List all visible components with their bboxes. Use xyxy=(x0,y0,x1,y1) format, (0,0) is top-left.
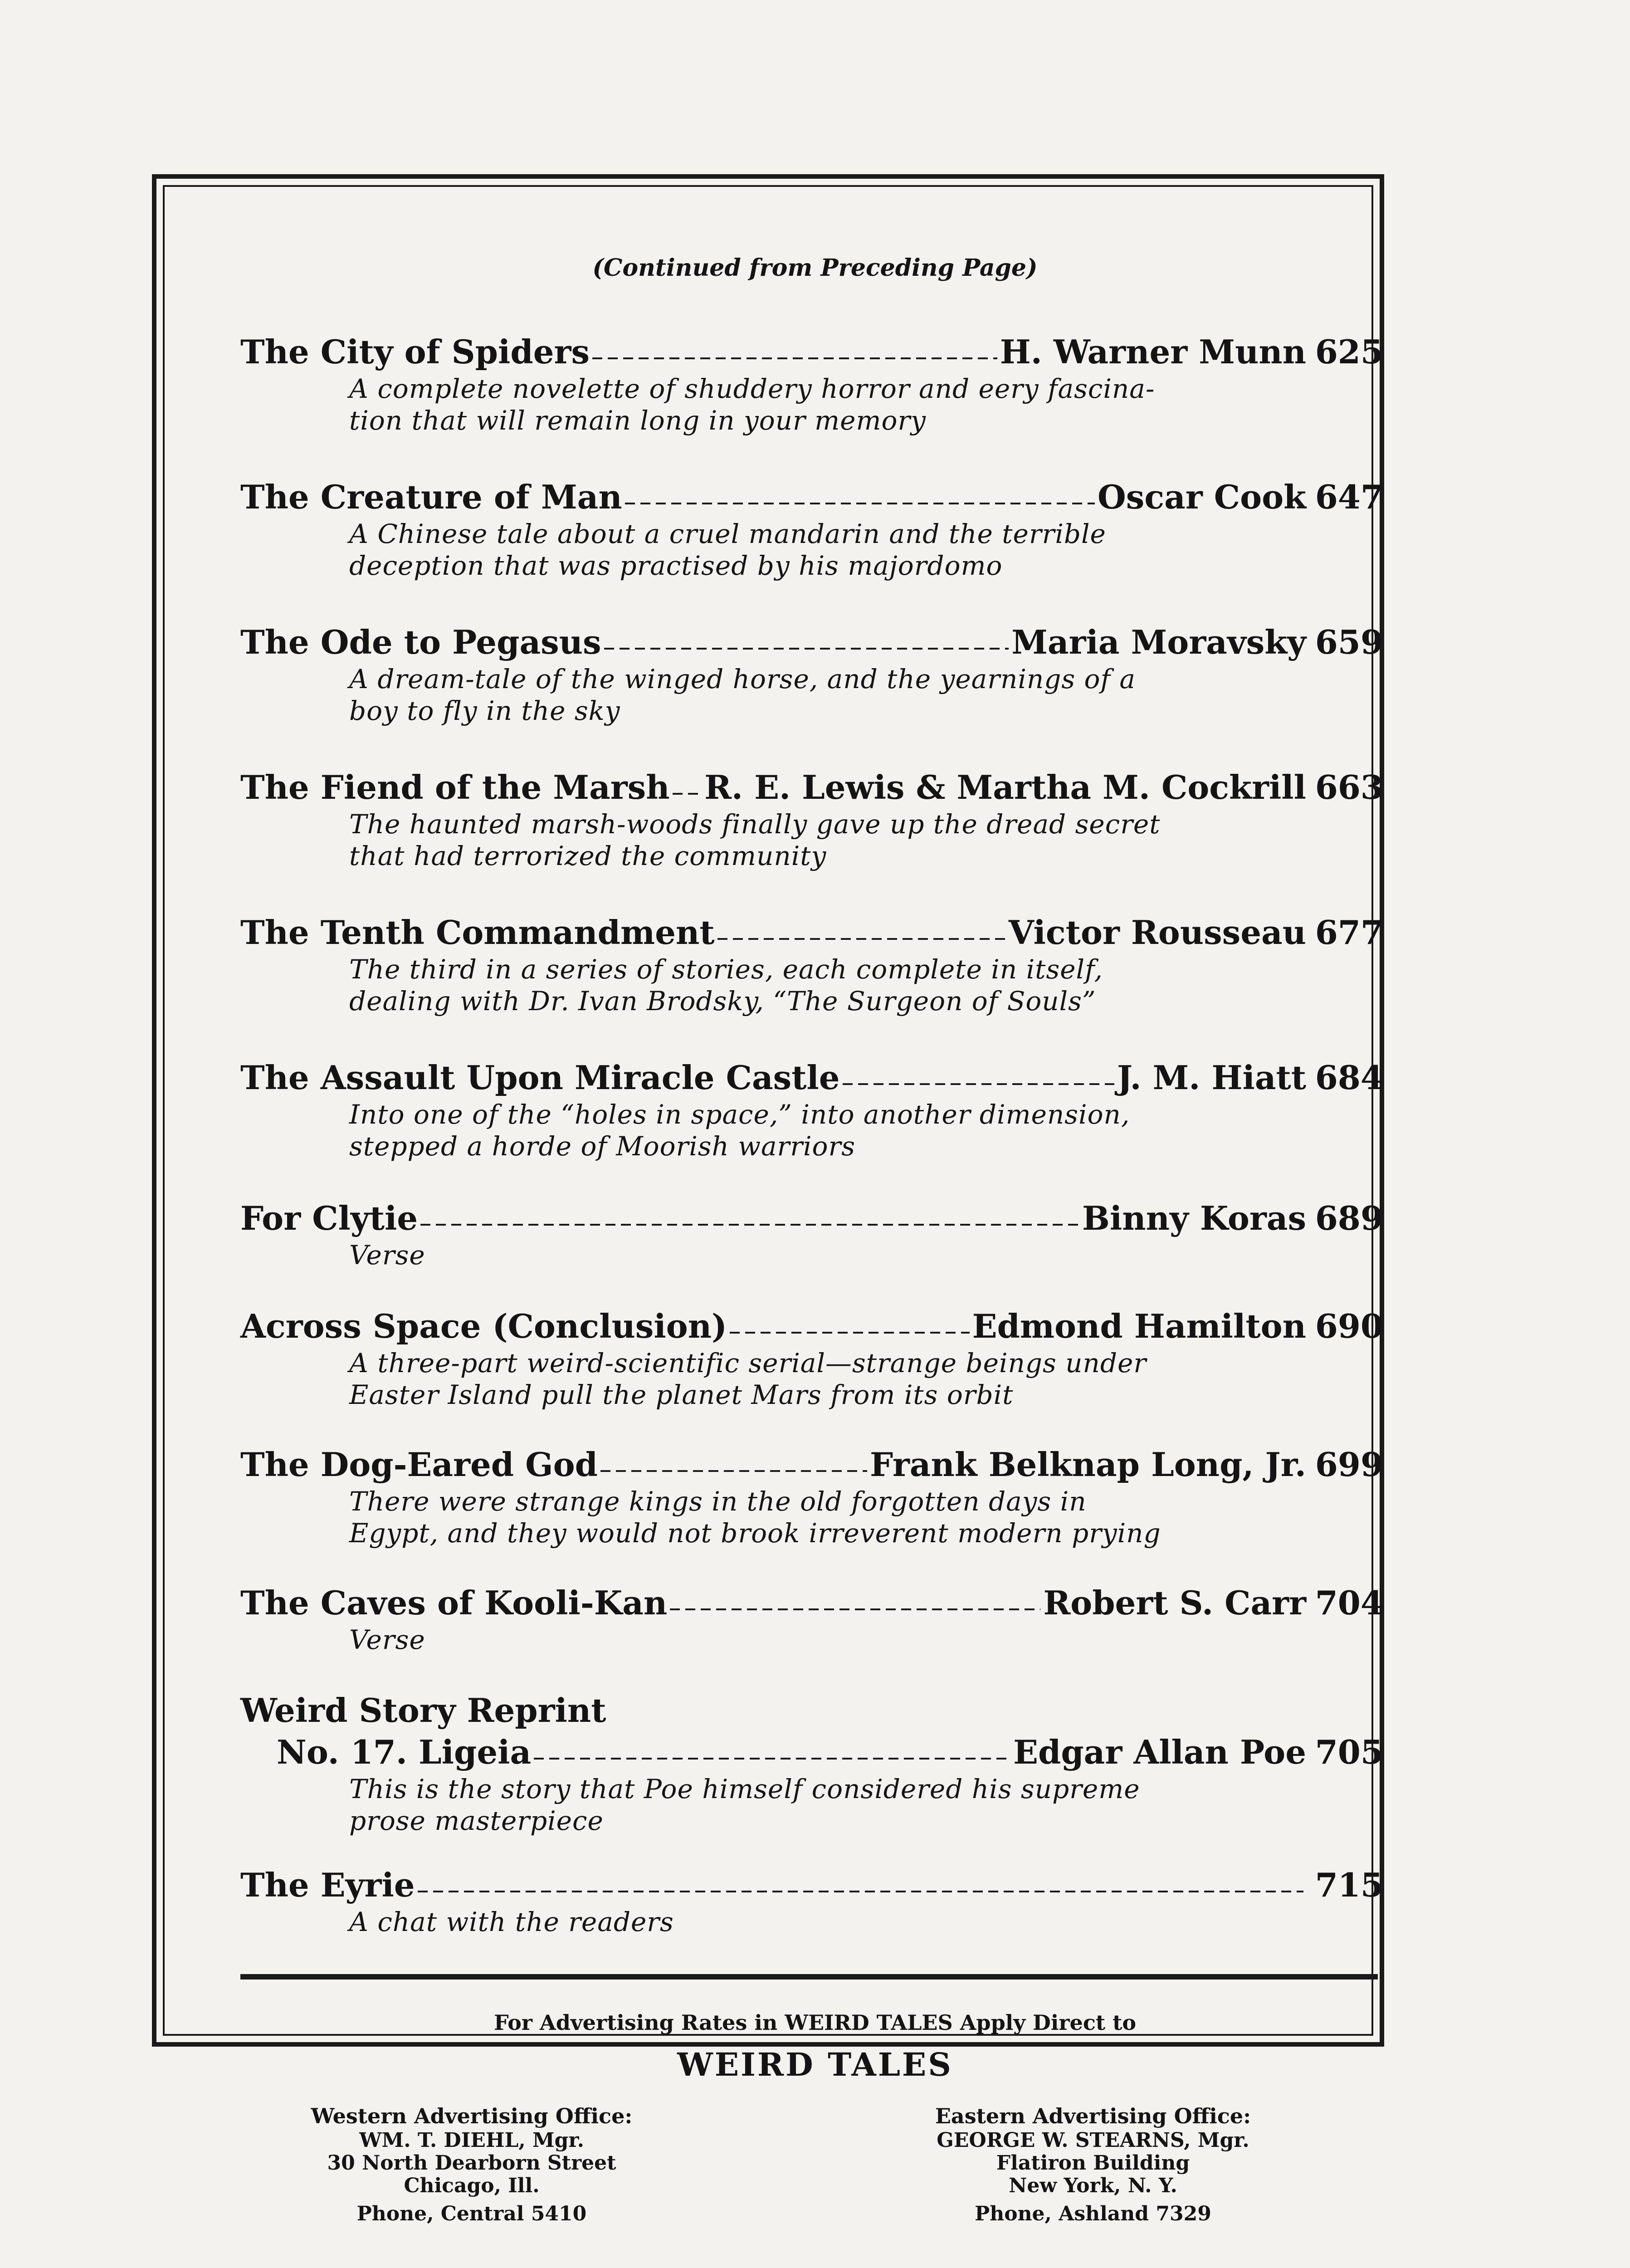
story-author: Victor Rousseau xyxy=(1008,913,1306,952)
office-city: New York, N. Y. xyxy=(1009,2174,1177,2197)
story-title: The Ode to Pegasus xyxy=(240,623,601,661)
story-title: No. 17. Ligeia xyxy=(277,1733,532,1771)
page-number: 677 xyxy=(1315,913,1383,952)
page-number: 625 xyxy=(1315,332,1383,371)
dot-leader xyxy=(592,357,997,359)
dot-leader xyxy=(418,1891,1303,1892)
toc-entry xyxy=(240,476,1383,582)
office-manager: GEORGE W. STEARNS, Mgr. xyxy=(937,2129,1249,2152)
dot-leader xyxy=(600,1470,867,1472)
story-description: A dream-tale of the winged horse, and the yearnings of a boy to fly in the sky xyxy=(349,664,1136,726)
story-title: The Tenth Commandment xyxy=(240,913,715,952)
page-number: 699 xyxy=(1315,1445,1383,1484)
story-description: A three-part weird-scientific serial—strange beings under Easter Island pull the planet Mars from its orbit xyxy=(349,1348,1147,1410)
office-phone: Phone, Ashland 7329 xyxy=(975,2202,1211,2225)
story-description: There were strange kings in the old forgotten days in Egypt, and they would not brook irreverent modern prying xyxy=(349,1486,1161,1549)
toc-entry xyxy=(240,1444,1383,1549)
office-heading: Eastern Advertising Office: xyxy=(935,2104,1251,2128)
story-description: Into one of the “holes in space,” into another dimension, stepped a horde of Moorish warriors xyxy=(349,1099,1130,1162)
advertising-line: For Advertising Rates in WEIRD TALES Apply Direct to xyxy=(493,2010,1137,2035)
dot-leader xyxy=(717,938,1006,940)
story-title: The Assault Upon Miracle Castle xyxy=(240,1058,840,1097)
dot-leader xyxy=(625,503,1095,504)
office-address: 30 North Dearborn Street xyxy=(327,2151,616,2175)
toc-entry xyxy=(240,621,1383,727)
story-author: H. Warner Munn xyxy=(1000,332,1306,371)
section-rule xyxy=(240,1974,1378,1980)
story-author: Maria Moravsky xyxy=(1011,623,1306,661)
reprint-entry xyxy=(240,1690,1383,1837)
office-address: Flatiron Building xyxy=(996,2151,1190,2175)
story-title: The Fiend of the Marsh xyxy=(240,768,670,807)
office-city: Chicago, Ill. xyxy=(404,2174,540,2197)
office-heading: Western Advertising Office: xyxy=(311,2104,633,2128)
page-number: 659 xyxy=(1315,623,1383,661)
story-title: Across Space (Conclusion) xyxy=(240,1307,727,1345)
western-office xyxy=(245,2105,698,2225)
story-author: R. E. Lewis & Martha M. Cockrill xyxy=(704,768,1306,807)
dot-leader xyxy=(670,1608,1040,1610)
reprint-heading: Weird Story Reprint xyxy=(240,1691,606,1730)
office-manager: WM. T. DIEHL, Mgr. xyxy=(359,2129,584,2152)
page-number: 690 xyxy=(1315,1307,1383,1345)
story-title: The Creature of Man xyxy=(240,478,622,516)
story-author: Robert S. Carr xyxy=(1043,1584,1306,1622)
publication-name: WEIRD TALES xyxy=(677,2046,953,2083)
story-title: The City of Spiders xyxy=(240,332,590,371)
story-description: A chat with the readers xyxy=(349,1906,674,1937)
story-author: Oscar Cook xyxy=(1098,478,1306,516)
story-title: The Dog-Eared God xyxy=(240,1445,598,1484)
toc-entry xyxy=(240,1582,1383,1656)
dot-leader xyxy=(730,1332,970,1334)
story-author: Edgar Allan Poe xyxy=(1013,1733,1306,1771)
story-author: Frank Belknap Long, Jr. xyxy=(870,1445,1306,1484)
page-number: 705 xyxy=(1315,1733,1383,1771)
story-description: This is the story that Poe himself considered his supreme prose masterpiece xyxy=(349,1774,1140,1836)
dot-leader xyxy=(420,1224,1079,1226)
toc-entry xyxy=(240,331,1383,436)
page-number: 704 xyxy=(1315,1584,1383,1622)
toc-entry xyxy=(240,1305,1383,1411)
story-description: A complete novelette of shuddery horror and eery fascina- tion that will remain long in your memory xyxy=(349,373,1155,436)
toc-entry xyxy=(240,767,1383,872)
page-number: 715 xyxy=(1315,1866,1383,1904)
eastern-office xyxy=(866,2105,1320,2225)
story-description: Verse xyxy=(349,1624,425,1655)
page-number: 647 xyxy=(1315,478,1383,516)
dot-leader xyxy=(673,793,702,795)
page-number: 684 xyxy=(1315,1058,1383,1097)
story-title: For Clytie xyxy=(240,1199,418,1237)
page-number: 689 xyxy=(1315,1199,1383,1237)
toc-entry xyxy=(240,1864,1383,1938)
story-title: The Eyrie xyxy=(240,1866,415,1904)
toc-entry xyxy=(240,912,1383,1017)
office-phone: Phone, Central 5410 xyxy=(356,2202,587,2225)
story-author: J. M. Hiatt xyxy=(1117,1058,1306,1097)
story-author: Edmond Hamilton xyxy=(972,1307,1306,1345)
story-description: Verse xyxy=(349,1240,425,1271)
story-description: The haunted marsh-woods finally gave up the dread secret that had terrorized the community xyxy=(349,809,1161,871)
story-author: Binny Koras xyxy=(1082,1199,1306,1237)
toc-entry xyxy=(240,1198,1383,1271)
page-number: 663 xyxy=(1315,768,1383,807)
dot-leader xyxy=(534,1758,1010,1760)
continued-note: (Continued from Preceding Page) xyxy=(592,254,1038,282)
story-description: The third in a series of stories, each complete in itself, dealing with Dr. Ivan Brodsky, “The Surgeon of Souls” xyxy=(349,954,1103,1017)
dot-leader xyxy=(843,1083,1114,1085)
story-title: The Caves of Kooli-Kan xyxy=(240,1584,668,1622)
dot-leader xyxy=(604,648,1009,650)
story-description: A Chinese tale about a cruel mandarin and the terrible deception that was practised by his majordomo xyxy=(349,518,1106,581)
toc-entry xyxy=(240,1057,1383,1162)
